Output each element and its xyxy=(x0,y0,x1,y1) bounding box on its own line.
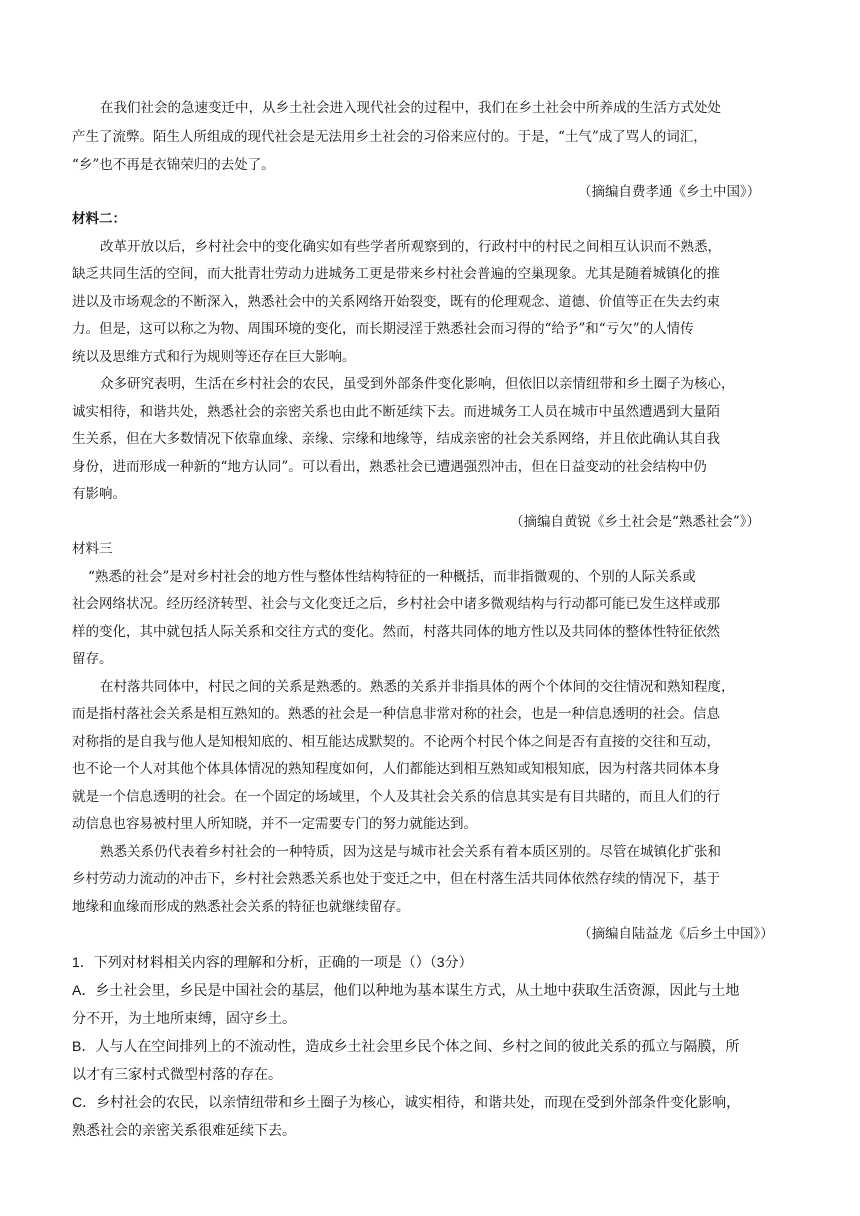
material3-line: “熟悉的社会”是对乡村社会的地方性与整体性结构特征的一种概括，而非指微观的、个别的人际关系或 xyxy=(88,569,696,585)
material1-line: 产生了流弊。陌生人所组成的现代社会是无法用乡土社会的习俗来应付的。于是，“土气”成了骂人的词汇， xyxy=(72,129,707,145)
question1-option-c: C．乡村社会的农民，以亲情纽带和乡土圈子为核心，诚实相待，和谐共处，而现在受到外部条件变化影响， xyxy=(72,1094,741,1110)
material3-line: 在村落共同体中，村民之间的关系是熟悉的。熟悉的关系并非指具体的两个个体间的交往情况和熟知程度， xyxy=(100,679,735,695)
material2-line: 进以及市场观念的不断深入，熟悉社会中的关系网络开始裂变，既有的伦理观念、道德、价值等正在失去约束 xyxy=(72,294,720,310)
material2-line: 改革开放以后，乡村社会中的变化确实如有些学者所观察到的，行政村中的村民之间相互认识而不熟悉， xyxy=(100,239,721,255)
question1-option-a: A．乡土社会里，乡民是中国社会的基层，他们以种地为基本谋生方式，从土地中获取生活资源，因此与土地 xyxy=(72,982,740,998)
material3-line: 而是指村落社会关系是相互熟知的。熟悉的社会是一种信息非常对称的社会，也是一种信息透明的社会。信息 xyxy=(72,706,720,722)
material3-line: 地缘和血缘而形成的熟悉社会关系的特征也就继续留存。 xyxy=(72,899,410,915)
material3-line: 对称指的是自我与他人是知根知底的、相互能达成默契的。不论两个村民个体之间是否有直接的交往和互动， xyxy=(72,734,720,750)
question1-stem: 1．下列对材料相关内容的理解和分析，正确的一项是（）（3分） xyxy=(72,954,473,970)
question1-option-b-cont: 以才有三家村式微型村落的存在。 xyxy=(72,1066,282,1082)
material3-heading: 材料三 xyxy=(72,541,113,557)
material2-line: 有影响。 xyxy=(72,486,126,502)
material2-line: 生关系，但在大多数情况下依靠血缘、亲缘、宗缘和地缘等，结成亲密的社会关系网络，并且依此确认其自我 xyxy=(72,431,720,447)
material3-line: 就是一个信息透明的社会。在一个固定的场域里，个人及其社会关系的信息其实是有目共睹的，而且人们的行 xyxy=(72,789,720,805)
material2-line: 统以及思维方式和行为规则等还存在巨大影响。 xyxy=(72,349,356,365)
question1-option-b: B．人与人在空间排列上的不流动性，造成乡土社会里乡民个体之间、乡村之间的彼此关系的孤立与隔膜，所 xyxy=(72,1038,740,1054)
material3-line: 样的变化，其中就包括人际关系和交往方式的变化。然而，村落共同体的地方性以及共同体的整体性特征依然 xyxy=(72,624,720,640)
material2-line: 诚实相待，和谐共处，熟悉社会的亲密关系也由此不断延续下去。而进城务工人员在城市中虽然遭遇到大量陌 xyxy=(72,404,720,420)
material3-line: 乡村劳动力流动的冲击下，乡村社会熟悉关系也处于变迁之中，但在村落生活共同体依然存续的情况下，基于 xyxy=(72,871,720,887)
material3-line: 动信息也容易被村里人所知晓，并不一定需要专门的努力就能达到。 xyxy=(72,816,477,832)
material3-line: 留存。 xyxy=(72,651,113,667)
material1-line: 在我们社会的急速变迁中，从乡土社会进入现代社会的过程中，我们在乡土社会中所养成的生活方式处处 xyxy=(100,100,721,116)
material2-line: 身份，进而形成一种新的“地方认同”。可以看出，熟悉社会已遭遇强烈冲击，但在日益变动的社会结构中仍 xyxy=(72,459,707,475)
material3-line: 社会网络状况。经历经济转型、社会与文化变迁之后，乡村社会中诸多微观结构与行动都可能已发生这样或那 xyxy=(72,596,720,612)
material1-source: （摘编自费孝通《乡土中国》） xyxy=(578,184,761,200)
question1-option-a-cont: 分不开，为土地所束缚，固守乡土。 xyxy=(72,1010,296,1026)
material3-source: （摘编自陆益龙《后乡土中国》） xyxy=(578,926,774,942)
material2-line: 缺乏共同生活的空间，而大批青壮劳动力进城务工更是带来乡村社会普遍的空巢现象。尤其是随着城镇化的推 xyxy=(72,266,720,282)
material2-line: 力。但是，这可以称之为物、周围环境的变化，而长期浸淫于熟悉社会而习得的“给予”和“亏欠”的人情传 xyxy=(72,321,694,337)
material2-heading: 材料二： xyxy=(72,211,126,227)
material3-line: 熟悉关系仍代表着乡村社会的一种特质，因为这是与城市社会关系有着本质区别的。尽管在城镇化扩张和 xyxy=(100,844,721,860)
question1-option-c-cont: 熟悉社会的亲密关系很难延续下去。 xyxy=(72,1122,296,1138)
material2-line: 众多研究表明，生活在乡村社会的农民，虽受到外部条件变化影响，但依旧以亲情纽带和乡土圈子为核心， xyxy=(100,376,735,392)
material2-source: （摘编自黄锐《乡土社会是“熟悉社会”》） xyxy=(510,514,761,530)
material1-line: “乡”也不再是衣锦荣归的去处了。 xyxy=(72,157,275,173)
material3-line: 也不论一个人对其他个体具体情况的熟知程度如何，人们都能达到相互熟知或知根知底，因为村落共同体本身 xyxy=(72,761,720,777)
